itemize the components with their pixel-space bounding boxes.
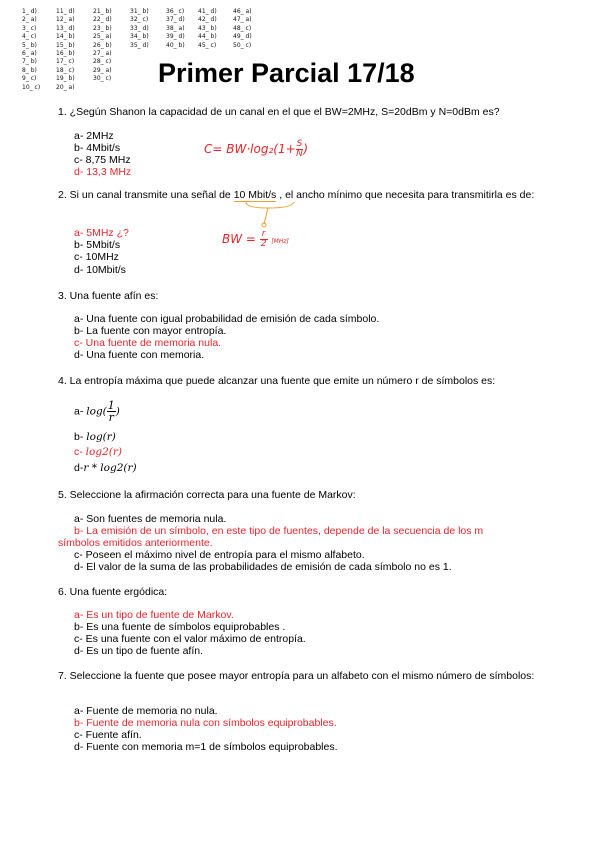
answer-key-entry: 28_ c) <box>93 58 112 66</box>
answer-key-column <box>56 8 75 92</box>
answer-key-entry: 1_ d) <box>22 8 37 15</box>
answer-key-column <box>93 8 112 84</box>
answer-key-entry: 41_ d) <box>198 8 217 15</box>
q7-option-c: c- Fuente afín. <box>74 729 142 741</box>
answer-key-entry: 43_ b) <box>198 24 217 32</box>
q5-option-b: b- La emisión de un símbolo, en este tipo de fuentes, depende de la secuencia de los m <box>74 525 484 537</box>
answer-key-entry: 49_ d) <box>233 33 252 41</box>
answer-key-entry: 37_ d) <box>166 16 185 24</box>
answer-key-entry: 39_ d) <box>166 33 185 41</box>
q2-option-b: b- 5Mbit/s <box>74 239 121 251</box>
answer-key-column <box>22 8 40 92</box>
question-3: 3. Una fuente afín es: <box>58 290 159 302</box>
answer-key-entry: 48_ c) <box>233 24 252 32</box>
q5-option-a: a- Son fuentes de memoria nula. <box>74 513 227 525</box>
answer-key-entry: 25_ a) <box>93 33 112 41</box>
q3-option-d: d- Una fuente con memoria. <box>74 349 205 361</box>
answer-key-entry: 21_ b) <box>93 8 112 15</box>
question-5: 5. Seleccione la afirmación correcta para una fuente de Markov: <box>58 489 356 501</box>
q6-option-a: a- Es un tipo de fuente de Markov. <box>74 609 234 621</box>
q1-option-c: c- 8,75 MHz <box>74 154 131 166</box>
shannon-formula-note: C= BW·log₂(1+ $\frac{S}{N}$ ) <box>204 139 309 159</box>
answer-key-entry: 35_ d) <box>130 41 149 49</box>
answer-key-entry: 19_ b) <box>56 75 75 83</box>
answer-key-entry: 16_ b) <box>56 49 75 57</box>
q6-option-d: d- Es un tipo de fuente afín. <box>74 645 204 657</box>
answer-key-entry: 14_ b) <box>56 33 75 41</box>
q7-option-d: d- Fuente con memoria m=1 de símbolos equiprobables. <box>74 741 338 753</box>
q6-option-b: b- Es una fuente de símbolos equiprobables . <box>74 621 286 633</box>
answer-key-entry: 45_ c) <box>198 41 217 49</box>
answer-key-entry: 10_ c) <box>22 83 41 91</box>
q3-option-a: a- Una fuente con igual probabilidad de emisión de cada símbolo. <box>74 313 380 325</box>
answer-key-column <box>233 8 252 50</box>
q2-option-a: a- 5MHz ¿? <box>74 227 129 239</box>
answer-key-entry: 50_ c) <box>233 41 252 49</box>
answer-key-entry: 6_ a) <box>22 49 37 57</box>
bitrate-bracket-mark <box>240 198 300 228</box>
question-7: 7. Seleccione la fuente que posee mayor entropía para un alfabeto con el mismo número de símbolos: <box>58 670 535 682</box>
q5-option-b-cont: símbolos emitidos anteriormente. <box>58 537 213 549</box>
q5-option-c: c- Poseen el máximo nivel de entropía para el mismo alfabeto. <box>74 549 365 561</box>
q6-option-c: c- Es una fuente con el valor máximo de entropía. <box>74 633 306 645</box>
answer-key-entry: 40_ b) <box>166 41 185 49</box>
answer-key-entry: 44_ b) <box>198 33 217 41</box>
q3-option-c: c- Una fuente de memoria nula. <box>74 337 222 349</box>
q1-option-d: d- 13,3 MHz <box>74 166 132 178</box>
answer-key-entry: 17_ c) <box>56 58 75 66</box>
answer-key-entry: 34_ b) <box>130 33 149 41</box>
answer-key-entry: 29_ a) <box>93 66 112 74</box>
answer-key-entry: 30_ c) <box>93 75 112 83</box>
answer-key-entry: 13_ d) <box>56 24 75 32</box>
answer-key-entry: 47_ a) <box>233 16 252 24</box>
answer-key-column <box>130 8 149 50</box>
answer-key-entry: 18_ c) <box>56 66 75 74</box>
answer-key-column <box>198 8 217 50</box>
q4-option-b: b- log(r) <box>74 431 116 443</box>
q4-option-a: a- log( $\frac{1}{r}$ ) <box>74 399 120 424</box>
answer-key-column <box>166 8 185 50</box>
answer-key-entry: 3_ c) <box>22 24 37 32</box>
q7-option-a: a- Fuente de memoria no nula. <box>74 705 218 717</box>
q5-option-d: d- El valor de la suma de las probabilidades de emisión de cada símbolo no es 1. <box>74 561 452 573</box>
answer-key-entry: 23_ b) <box>93 24 112 32</box>
answer-key-entry: 15_ b) <box>56 41 75 49</box>
answer-key-entry: 5_ b) <box>22 41 37 49</box>
answer-key-entry: 42_ d) <box>198 16 217 24</box>
answer-key-entry: 9_ c) <box>22 75 37 83</box>
bitrate-highlight: 10 Mbit/s <box>233 189 277 201</box>
question-2: 2. Si un canal transmite una señal de 10 Mbit/s , el ancho mínimo que necesita para transmitirla es de: <box>58 189 535 201</box>
q2-option-d: d- 10Mbit/s <box>74 264 126 276</box>
q4-option-d: d-r * log2(r) <box>74 462 137 474</box>
bandwidth-formula-note: BW = $\frac{r}{2}$ [MHz] <box>222 229 289 249</box>
q7-option-b: b- Fuente de memoria nula con símbolos equiprobables. <box>74 717 337 729</box>
answer-key-entry: 36_ c) <box>166 8 185 15</box>
answer-key-entry: 26_ b) <box>93 41 112 49</box>
answer-key-entry: 7_ b) <box>22 58 37 66</box>
page-title: Primer Parcial 17/18 <box>158 58 415 88</box>
answer-key-entry: 27_ a) <box>93 49 112 57</box>
q3-option-b: b- La fuente con mayor entropía. <box>74 325 227 337</box>
answer-key-entry: 38_ a) <box>166 24 185 32</box>
question-6: 6. Una fuente ergódica: <box>58 586 168 598</box>
q2-option-c: c- 10MHz <box>74 251 119 263</box>
answer-key-entry: 32_ c) <box>130 16 149 24</box>
q4-option-c: c- log2(r) <box>74 446 122 458</box>
answer-key-entry: 22_ d) <box>93 16 112 24</box>
answer-key-entry: 4_ c) <box>22 33 37 41</box>
question-1: 1. ¿Según Shanon la capacidad de un canal en el que el BW=2MHz, S=20dBm y N=0dBm es? <box>58 106 500 118</box>
answer-key-entry: 46_ a) <box>233 8 252 15</box>
answer-key-entry: 11_ d) <box>56 8 75 15</box>
answer-key-entry: 12_ a) <box>56 16 75 24</box>
q1-option-b: b- 4Mbit/s <box>74 142 121 154</box>
answer-key-entry: 20_ a) <box>56 83 75 91</box>
q1-option-a: a- 2MHz <box>74 130 114 142</box>
answer-key-entry: 33_ d) <box>130 24 149 32</box>
question-4: 4. La entropía máxima que puede alcanzar una fuente que emite un número r de símbolos es: <box>58 375 496 387</box>
answer-key-entry: 8_ b) <box>22 66 37 74</box>
answer-key-entry: 31_ b) <box>130 8 149 15</box>
answer-key-entry: 2_ a) <box>22 16 37 24</box>
